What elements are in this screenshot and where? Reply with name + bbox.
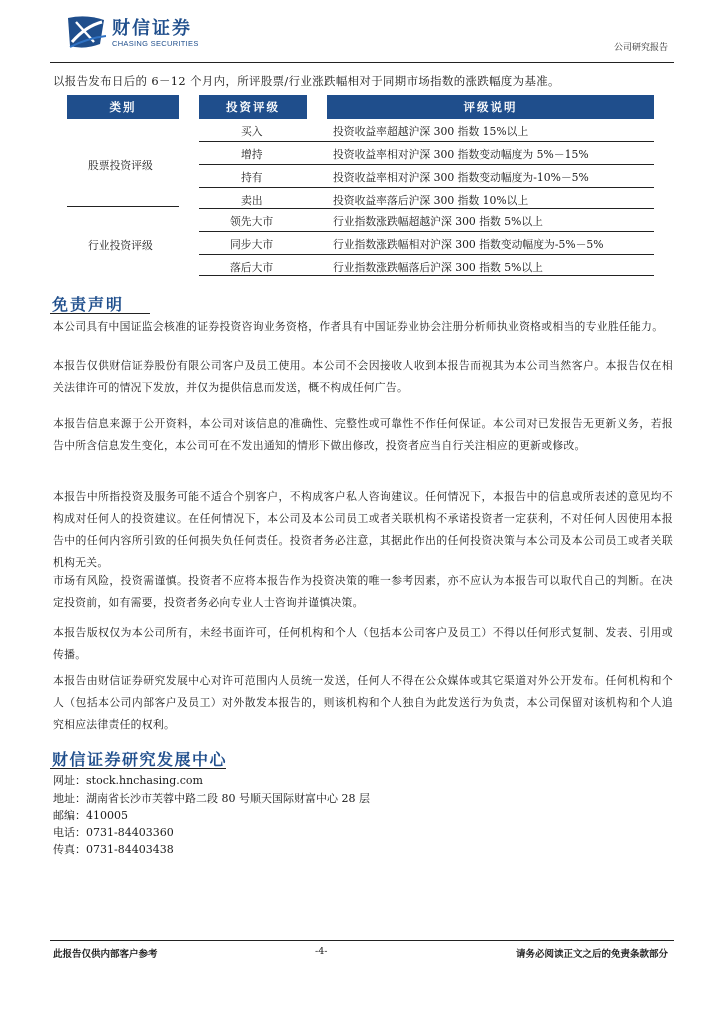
table-row-divider [199, 164, 654, 165]
contact-postcode: 邮编：410005 [53, 809, 128, 822]
table-row-divider [199, 187, 654, 188]
footer-left-note: 此报告仅供内部客户参考 [53, 949, 158, 960]
disclaimer-paragraph: 市场有风险，投资需谨慎。投资者不应将本报告作为投资决策的唯一参考因素，亦不应认为本报告可以取代自己的判断。在决定投资前，如有需要，投资者务必向专业人士咨询并谨慎决策。 [53, 574, 673, 609]
contact-fax: 传真：0731-84403438 [53, 843, 174, 856]
table-header-rating: 投资评级 [199, 95, 307, 119]
table-cell-rating: 买入 [241, 125, 263, 138]
report-type-label: 公司研究报告 [613, 43, 668, 53]
table-row-divider [199, 231, 654, 232]
table-cell-desc: 投资收益率落后沪深 300 指数 10%以上 [333, 194, 529, 207]
research-center-underline [50, 768, 226, 769]
table-row-divider [199, 141, 654, 142]
disclaimer-paragraph: 本报告信息来源于公开资料，本公司对该信息的准确性、完整性或可靠性不作任何保证。本公司对已发报告无更新义务，若报告中所含信息发生变化，本公司可在不发出通知的情形下做出修改，投资者应当自行关注相应的更新或修改。 [53, 417, 673, 452]
table-cell-desc: 投资收益率超越沪深 300 指数 15%以上 [333, 125, 529, 138]
disclaimer-paragraph: 本公司具有中国证监会核准的证券投资咨询业务资格，作者具有中国证券业协会注册分析师执业资格或相当的专业胜任能力。 [53, 320, 664, 333]
table-group-divider [67, 206, 179, 207]
disclaimer-paragraph: 本报告仅供财信证券股份有限公司客户及员工使用。本公司不会因接收人收到本报告而视其为本公司当然客户。本报告仅在相关法律许可的情况下发放，并仅为提供信息而发送，概不构成任何广告。 [53, 359, 673, 394]
table-header-description: 评级说明 [327, 95, 654, 119]
table-row-divider [199, 208, 654, 209]
contact-phone: 电话：0731-84403360 [53, 826, 174, 839]
disclaimer-title-underline [50, 313, 150, 314]
disclaimer-paragraph: 本报告由财信证券研究发展中心对许可范围内人员统一发送，任何人不得在公众媒体或其它渠道对外公开发布。任何机构和个人（包括本公司内部客户及员工）对外散发本报告的，则该机构和个人独自为此发送行为负责，本公司保留对该机构和个人追究相应法律责任的权利。 [53, 674, 673, 731]
table-cell-rating: 同步大市 [230, 238, 274, 251]
table-cell-rating: 持有 [241, 171, 263, 184]
disclaimer-paragraph: 本报告中所指投资及服务可能不适合个别客户，不构成客户私人咨询建议。任何情况下，本报告中的信息或所表述的意见均不构成对任何人的投资建议。在任何情况下，本公司及本公司员工或者关联机构不承诺投资者一定获利，不对任何人因使用本报告中的任何内容所引致的任何损失负任何责任。投资者务必注意，其据此作出的任何投资决策与本公司及本公司员工或者关联机构无关。 [53, 490, 673, 569]
table-bottom-divider [199, 275, 654, 276]
table-cell-desc: 行业指数涨跌幅落后沪深 300 指数 5%以上 [333, 261, 543, 274]
page-number: -4- [315, 946, 328, 957]
table-cell-rating: 落后大市 [230, 261, 274, 274]
table-cell-rating: 领先大市 [230, 215, 274, 228]
contact-address: 地址：湖南省长沙市芙蓉中路二段 80 号顺天国际财富中心 28 层 [53, 792, 370, 805]
rating-intro-text: 以报告发布日后的 6－12 个月内，所评股票/行业涨跌幅相对于同期市场指数的涨跌幅度为基准。 [53, 74, 560, 88]
research-center-title: 财信证券研究发展中心 [52, 750, 228, 769]
table-cell-desc: 行业指数涨跌幅超越沪深 300 指数 5%以上 [333, 215, 543, 228]
category-stock: 股票投资评级 [88, 159, 153, 172]
disclaimer-title: 免责声明 [52, 295, 125, 314]
brand-name-en: CHASING SECURITIES [112, 39, 199, 48]
table-cell-rating: 卖出 [241, 194, 263, 207]
brand-name-cn: 财信证券 [112, 18, 192, 39]
disclaimer-paragraph: 本报告版权仅为本公司所有，未经书面许可，任何机构和个人（包括本公司客户及员工）不得以任何形式复制、发表、引用或传播。 [53, 626, 673, 661]
table-cell-desc: 行业指数涨跌幅相对沪深 300 指数变动幅度为-5%－5% [333, 238, 604, 251]
table-cell-desc: 投资收益率相对沪深 300 指数变动幅度为-10%－5% [333, 171, 589, 184]
table-cell-desc: 投资收益率相对沪深 300 指数变动幅度为 5%－15% [333, 148, 589, 161]
footer-divider [50, 940, 674, 941]
table-cell-rating: 增持 [241, 148, 263, 161]
company-logo-icon [66, 14, 106, 52]
table-header-category: 类别 [67, 95, 179, 119]
category-industry: 行业投资评级 [88, 239, 153, 252]
footer-right-note: 请务必阅读正文之后的免责条款部分 [515, 949, 668, 960]
header-divider [50, 62, 674, 63]
contact-website: 网址：stock.hnchasing.com [53, 774, 203, 787]
table-row-divider [199, 254, 654, 255]
